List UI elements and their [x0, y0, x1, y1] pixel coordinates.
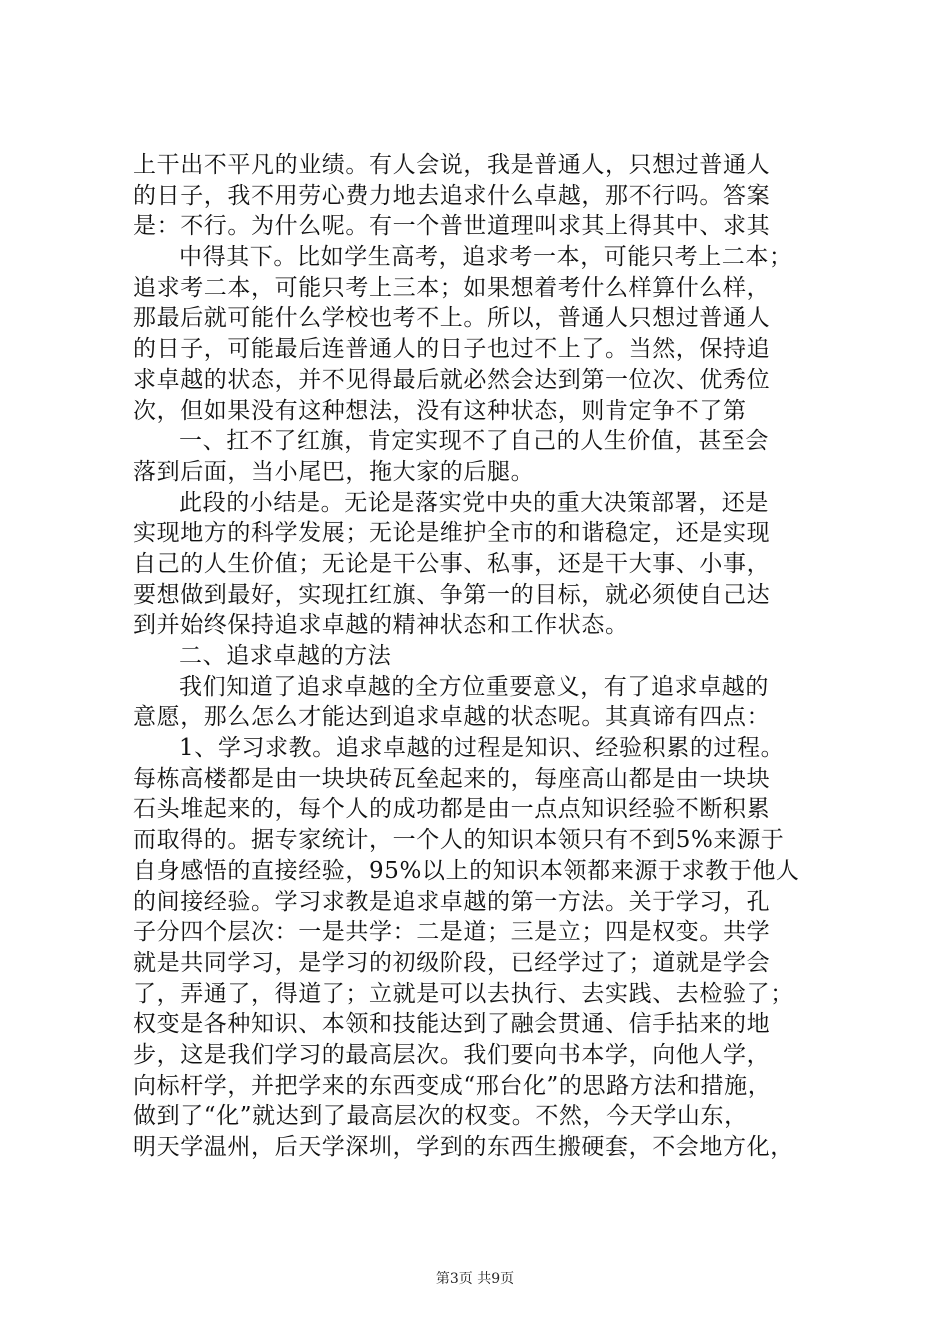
body-text [133, 150, 833, 1163]
text-line: 追求考二本，可能只考上三本；如果想着考什么样算什么样， [133, 274, 771, 301]
text-line: 的日子，可能最后连普通人的日子也过不上了。当然，保持追 [133, 336, 771, 363]
text-line: 而取得的。据专家统计，一个人的知识本领只有不到5%来源于 [133, 827, 785, 854]
text-line: 到并始终保持追求卓越的精神状态和工作状态。 [133, 612, 629, 639]
text-line: 的间接经验。学习求教是追求卓越的第一方法。关于学习，孔 [133, 888, 771, 915]
text-line: 意愿，那么怎么才能达到追求卓越的状态呢。其真谛有四点： [133, 704, 771, 731]
text-line: 次，但如果没有这种想法，没有这种状态，则肯定争不了第 [133, 397, 747, 424]
text-line: 自身感悟的直接经验，95%以上的知识本领都来源于求教于他人 [133, 857, 800, 884]
text-line: 1、学习求教。追求卓越的过程是知识、经验积累的过程。 [179, 735, 785, 762]
text-line: 做到了“化”就达到了最高层次的权变。不然，今天学山东， [133, 1103, 748, 1130]
text-line: 落到后面，当小尾巴，拖大家的后腿。 [133, 458, 535, 485]
text-line: 此段的小结是。无论是落实党中央的重大决策部署，还是 [179, 489, 769, 516]
text-line: 求卓越的状态，并不见得最后就必然会达到第一位次、优秀位 [133, 366, 771, 393]
text-line: 步，这是我们学习的最高层次。我们要向书本学，向他人学， [133, 1041, 771, 1068]
text-line: 明天学温州，后天学深圳，学到的东西生搬硬套，不会地方化， [133, 1134, 794, 1160]
text-line: 就是共同学习，是学习的初级阶段，已经学过了；道就是学会 [133, 949, 771, 976]
text-line: 每栋高楼都是由一块块砖瓦垒起来的，每座高山都是由一块块 [133, 765, 771, 792]
text-line: 自己的人生价值；无论是干公事、私事，还是干大事、小事， [133, 550, 771, 577]
text-line: 的日子，我不用劳心费力地去追求什么卓越，那不行吗。答案 [133, 182, 771, 209]
text-line: 石头堆起来的，每个人的成功都是由一点点知识经验不断积累 [133, 796, 771, 823]
text-line: 是：不行。为什么呢。有一个普世道理叫求其上得其中、求其 [133, 213, 771, 240]
text-line: 权变是各种知识、本领和技能达到了融会贯通、信手拈来的地 [133, 1011, 771, 1038]
text-line: 了，弄通了，得道了；立就是可以去执行、去实践、去检验了； [133, 980, 794, 1007]
text-line: 要想做到最好，实现扛红旗、争第一的目标，就必须使自己达 [133, 581, 771, 608]
section-heading: 二、追求卓越的方法 [179, 643, 392, 669]
text-line: 实现地方的科学发展；无论是维护全市的和谐稳定，还是实现 [133, 520, 771, 547]
text-line: 一、扛不了红旗，肯定实现不了自己的人生价值，甚至会 [179, 428, 769, 455]
text-line: 子分四个层次：一是共学：二是道；三是立；四是权变。共学 [133, 919, 771, 946]
page-number-footer: 第3页 共9页 [435, 1271, 515, 1287]
text-line: 我们知道了追求卓越的全方位重要意义，有了追求卓越的 [179, 673, 769, 700]
text-line: 向标杆学，并把学来的东西变成“邢台化”的思路方法和措施， [133, 1072, 772, 1099]
text-line: 中得其下。比如学生高考，追求考一本，可能只考上二本； [179, 244, 793, 271]
text-line: 那最后就可能什么学校也考不上。所以，普通人只想过普通人 [133, 305, 771, 332]
text-line: 上干出不平凡的业绩。有人会说，我是普通人，只想过普通人 [133, 152, 771, 178]
